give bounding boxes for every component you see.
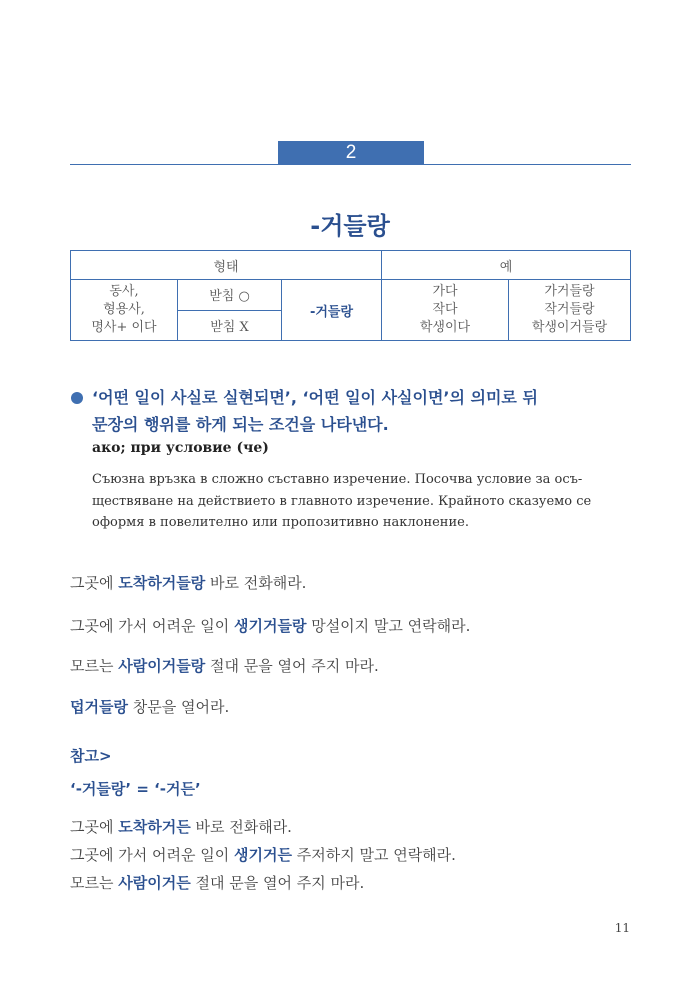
base-word: 작다 (432, 302, 458, 317)
reference-label: 참고> (70, 747, 112, 765)
conjugated-word: 작거들랑 (544, 302, 595, 317)
batchim-yes-cell: 받침 ○ (178, 280, 282, 311)
example-sentence: 그곳에 가서 어려운 일이 생기거들랑 망설이지 말고 연락해라. (70, 617, 471, 635)
chapter-divider (70, 164, 631, 165)
explanation-line: ‘어떤 일이 사실로 실현되면’, ‘어떤 일이 사실이면’의 의미로 뒤 (92, 388, 538, 407)
form-cell: -거들랑 (282, 280, 382, 341)
word-types-cell (71, 280, 178, 341)
example-sentence: 그곳에 도착하거들랑 바로 전화해라. (70, 574, 307, 592)
base-word: 가다 (432, 284, 458, 299)
bulgarian-title: ако; при условие (че) (92, 440, 269, 456)
conjugated-word: 학생이거들랑 (531, 320, 608, 335)
reference-example: 그곳에 가서 어려운 일이 생기거든 주저하지 말고 연락해라. (70, 846, 456, 864)
word-type: 동사, (109, 284, 139, 299)
reference-example: 모르는 사람이거든 절대 문을 열어 주지 마라. (70, 874, 365, 892)
table-header-example: 예 (382, 251, 631, 280)
reference-equation: ‘-거들랑’ = ‘-거든’ (70, 780, 201, 798)
conjugated-cell (509, 280, 631, 341)
base-words-cell (382, 280, 509, 341)
chapter-number-badge: 2 (278, 141, 424, 165)
example-sentence: 덥거들랑 창문을 열어라. (70, 698, 230, 716)
example-sentence: 모르는 사람이거들랑 절대 문을 열어 주지 마라. (70, 657, 379, 675)
bulgarian-description (92, 469, 637, 534)
conjugated-word: 가거들랑 (544, 284, 595, 299)
description-line: оформя в повелително или пропозитивно наклонение. (92, 515, 469, 530)
page-number: 11 (614, 921, 630, 935)
base-word: 학생이다 (419, 320, 471, 335)
description-line: Съюзна връзка в сложно съставно изречение. Посочва условие за осъ- (92, 472, 583, 487)
table-header-form: 형태 (71, 251, 382, 280)
bullet-icon (71, 392, 83, 404)
conjugation-table (70, 250, 631, 341)
description-line: ществяване на действието в главното изречение. Крайното сказуемо се (92, 493, 592, 509)
explanation-line: 문장의 행위를 하게 되는 조건을 나타낸다. (92, 415, 389, 434)
grammar-title: -거들랑 (310, 212, 390, 240)
word-type: 형용사, (103, 302, 145, 317)
batchim-no-cell: 받침 X (178, 310, 282, 341)
reference-example: 그곳에 도착하거든 바로 전화해라. (70, 818, 292, 836)
korean-explanation (92, 384, 640, 438)
word-type: 명사+ 이다 (91, 320, 157, 335)
